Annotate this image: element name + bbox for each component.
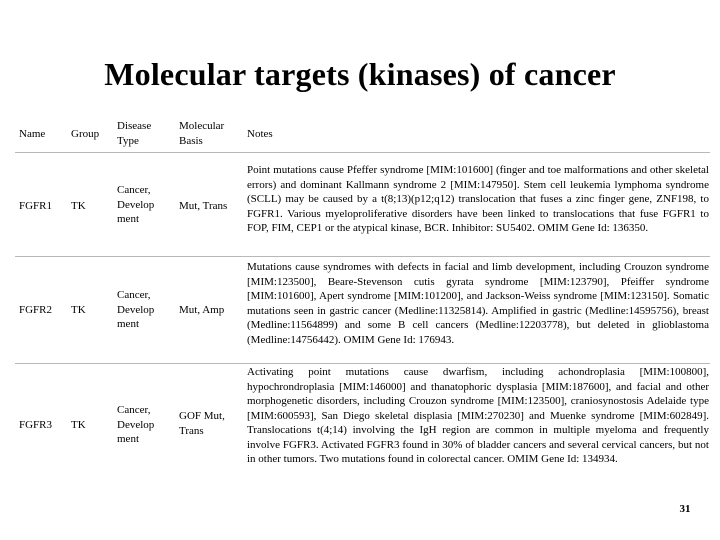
page-number: 31 <box>679 503 691 515</box>
row-notes: Activating point mutations cause dwarfism, including achondroplasia [MIM:100800], hypochrondroplasia [MIM:146000] and thanatophoric dysplasia [MIM:187600], and facial and other morphogenetic disorders, including Crouzon syndrome [MIM:123500], craniosynostosis Adelaide type [MIM:600593], San Diego skeletal displasia [MIM:270230] and Muenke syndrome [MIM:602849]. Translocations t(4;14) involving the IgH region are common in multiple myeloma and frequently involve FGFR3. Activated FGFR3 found in 30% of bladder cancers and several cervical cancers, but not in other tumors. Two mutations found in colorectal cancer. OMIM Gene Id: 134934. <box>247 366 709 465</box>
slide-title: Molecular targets (kinases) of cancer <box>104 56 616 92</box>
row-group: TK <box>71 304 86 316</box>
header-name: Name <box>19 128 46 140</box>
row-notes: Mutations cause syndromes with defects in facial and limb development, including Crouzon syndrome [MIM:123500], Beare-Stevenson cutis gyrata syndrome [MIM:123790], Pfeiffer syndrome [MIM:101600], Apert syndrome [MIM:101200], and Jackson-Weiss syndrome [MIM:123150]. Somatic mutations seen in gastric cancer (Medline:11325814). Amplified in gastric (Medline:14595756), breast (Medline:11564899) and some B cell cancers (Medline:12203778), but deleted in glioblastoma (Medline:14756442). OMIM Gene Id: 176943. <box>247 261 709 346</box>
row-divider <box>15 256 710 257</box>
row-disease-type: Cancer, Develop ment <box>117 289 155 330</box>
row-group: TK <box>71 200 86 212</box>
row-group: TK <box>71 419 86 431</box>
row-name: FGFR1 <box>19 200 53 212</box>
row-name: FGFR2 <box>19 304 53 316</box>
row-notes: Point mutations cause Pfeffer syndrome [MIM:101600] (finger and toe malformations and other skeletal errors) and dominant Kallmann syndrome 2 [MIM:147950]. Stem cell leukemia lymphoma syndrome (SCLL) may be caused by a t(8;13)(p12;q12) translocation that fuses a zinc finger gene, ZNF198, to FGFR1. Various myeloproliferative disorders have been linked to translocations that fuse FGFR1 to FOP, FIM, CEP1 or the atypical kinase, BCR. Inhibitor: SU5402. OMIM Gene Id: 136350. <box>247 164 709 234</box>
header-disease-type: Disease Type <box>117 120 152 147</box>
row-disease-type: Cancer, Develop ment <box>117 404 155 445</box>
row-disease-type: Cancer, Develop ment <box>117 184 155 225</box>
row-molecular-basis: Mut, Trans <box>179 200 228 212</box>
header-notes: Notes <box>247 128 273 140</box>
row-molecular-basis: GOF Mut, Trans <box>179 410 225 437</box>
row-molecular-basis: Mut, Amp <box>179 304 225 316</box>
header-group: Group <box>71 128 100 140</box>
row-divider <box>15 363 710 364</box>
header-molecular-basis: Molecular Basis <box>179 120 225 147</box>
header-divider <box>15 152 710 153</box>
row-name: FGFR3 <box>19 419 53 431</box>
